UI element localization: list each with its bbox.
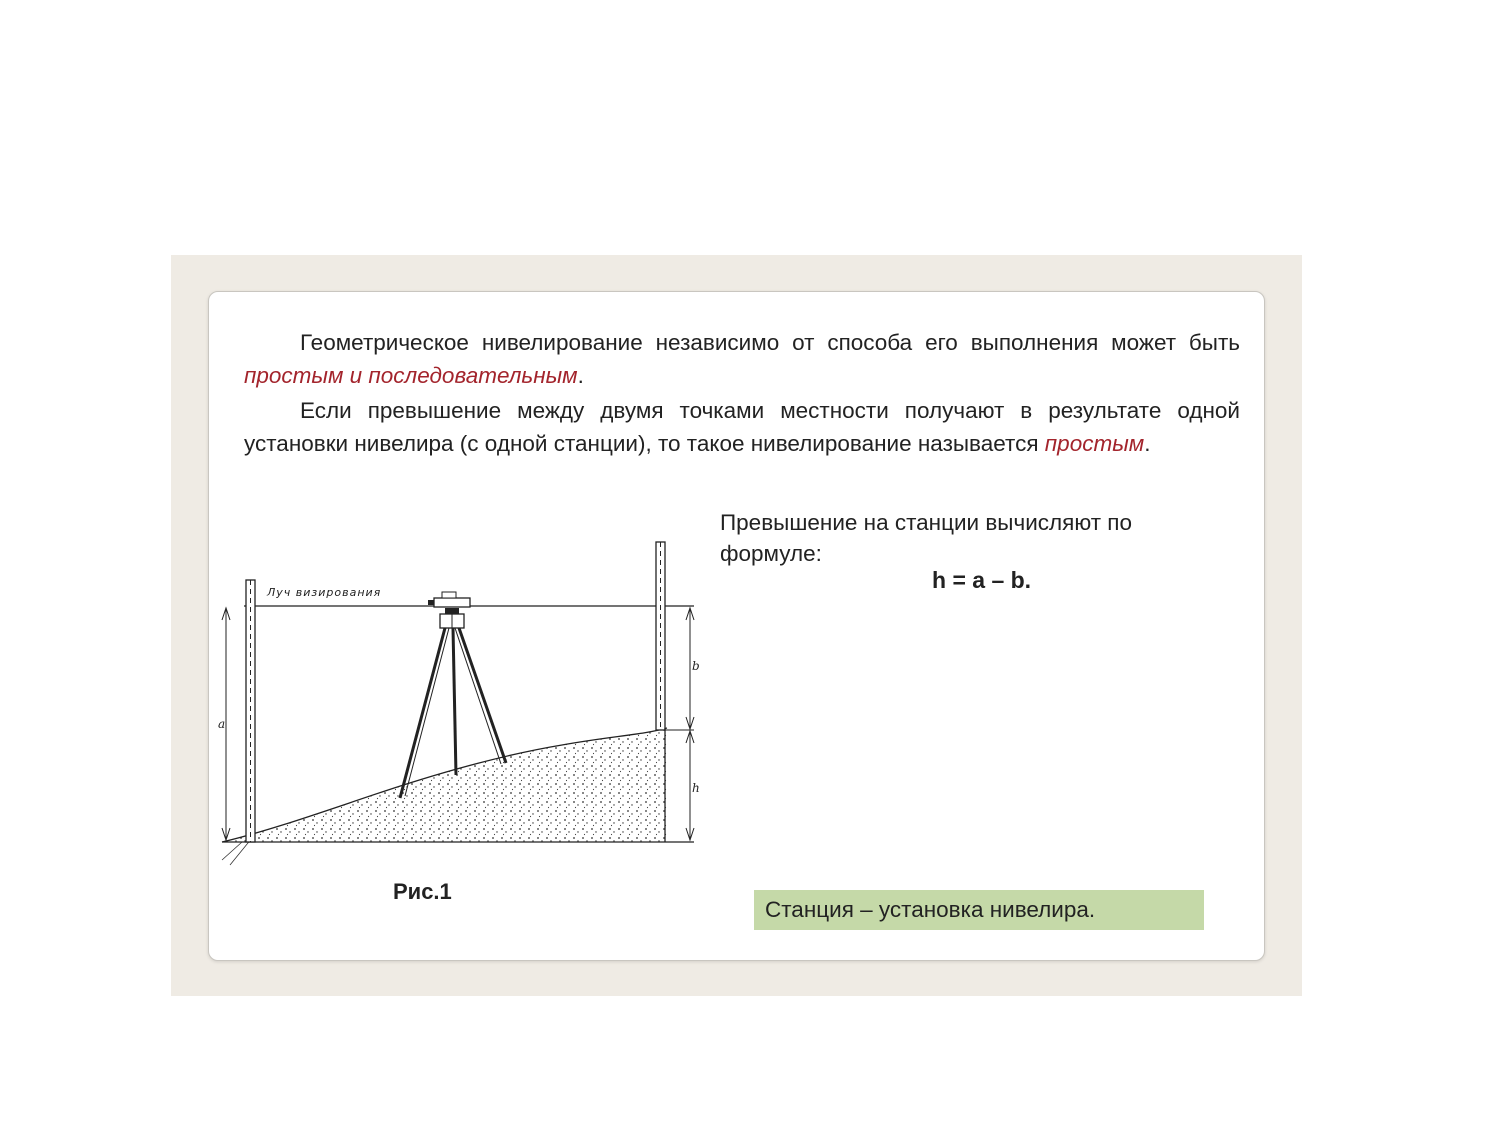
ground-slope: [222, 728, 667, 842]
paragraph-1: [244, 326, 1240, 392]
paragraph-1-emphasis: простым и последовательным: [244, 363, 578, 388]
station-definition: Станция – установка нивелира.: [754, 890, 1204, 930]
paragraph-2: [244, 394, 1240, 460]
leveling-diagram: [212, 530, 712, 875]
formula-intro: Превышение на станции вычисляют по формуле:: [720, 510, 1132, 566]
paragraph-2-emphasis: простым: [1044, 431, 1145, 456]
label-a: a: [218, 717, 226, 731]
paragraph-2-end: .: [1144, 431, 1151, 456]
paragraph-2-text: Если превышение между двумя точками местности получают в результате одной установки нивелира (с одной станции), то такое нивелирование называется: [244, 398, 1240, 456]
paragraph-1-text: Геометрическое нивелирование независимо от способа его выполнения может быть: [300, 330, 1240, 355]
ray-label: Луч визирования: [267, 586, 382, 599]
label-h: h: [692, 781, 700, 795]
figure-caption: Рис.1: [393, 879, 452, 904]
paragraph-1-end: .: [577, 363, 584, 388]
label-b: b: [692, 659, 700, 673]
formula: h = a – b.: [932, 567, 1032, 593]
